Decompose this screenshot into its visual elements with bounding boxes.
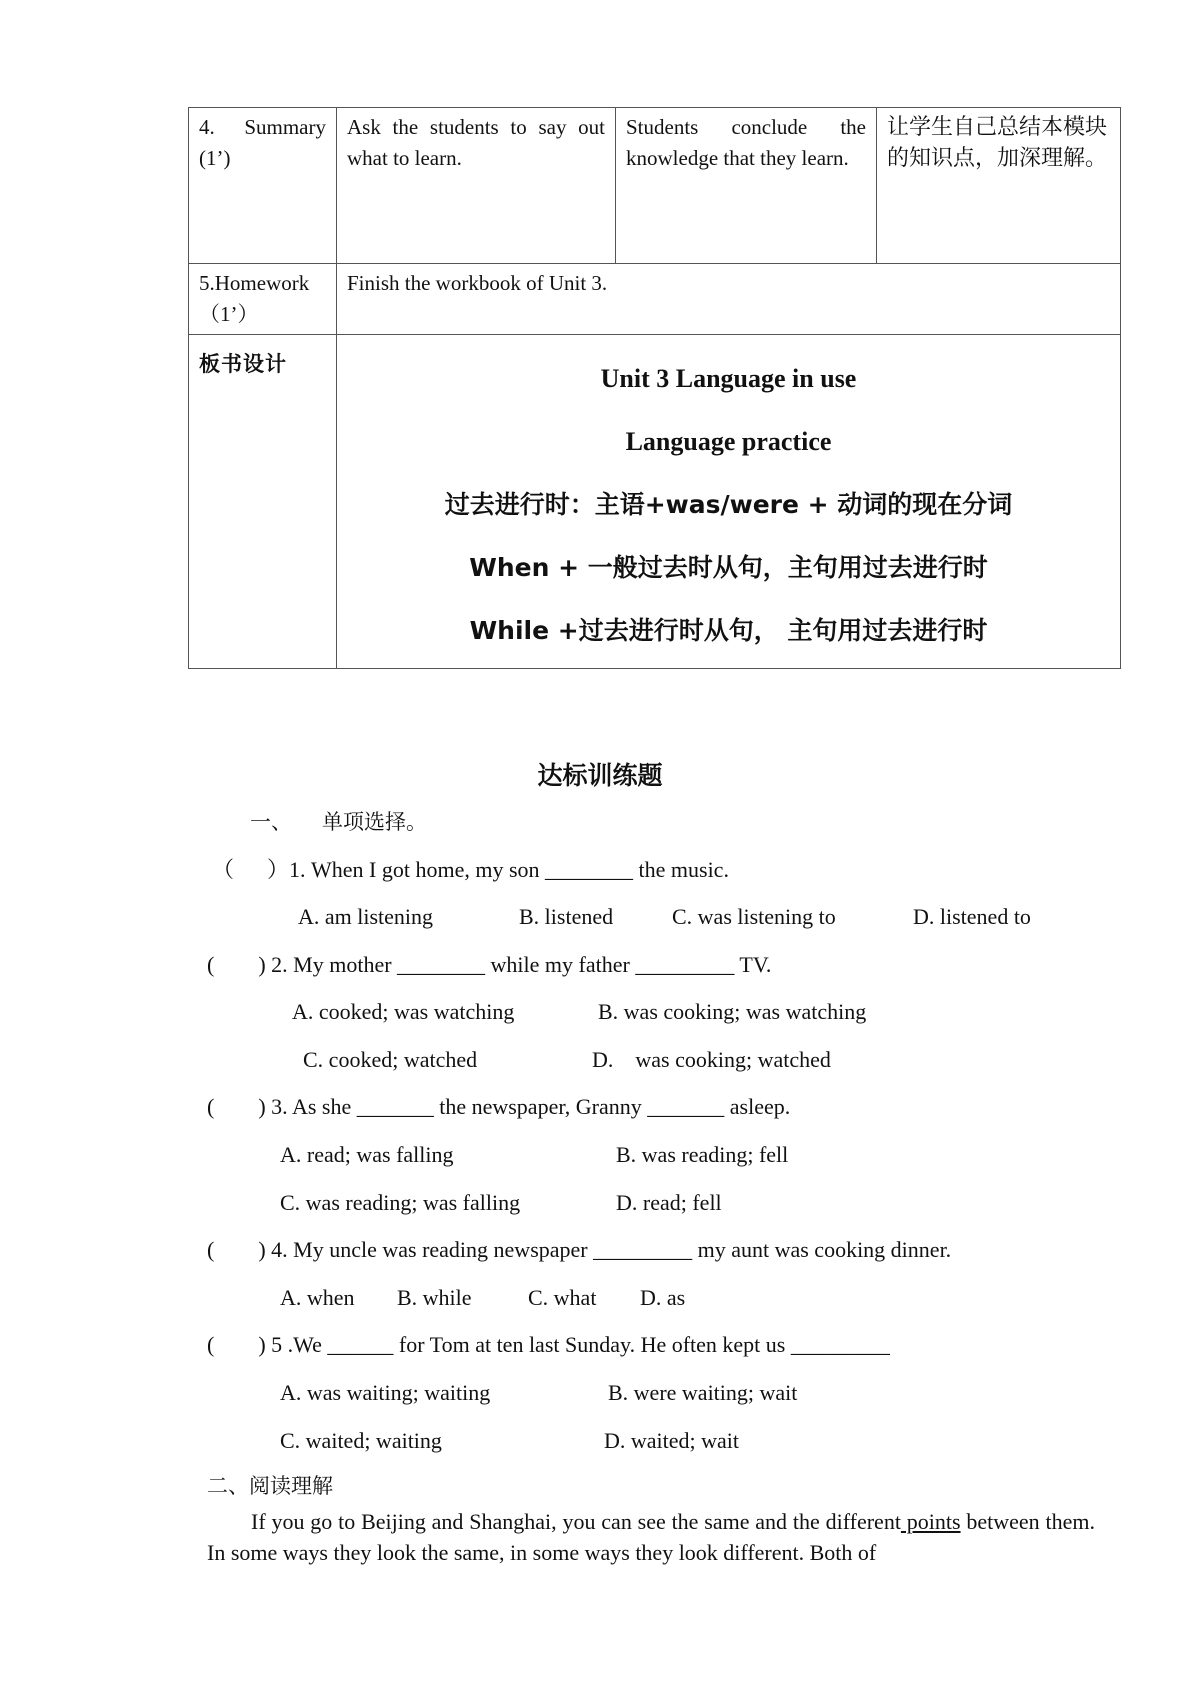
question-2-option-c: C. cooked; watched — [303, 1047, 478, 1072]
question-1-stem: （ ）1. When I got home, my son ________ the music. — [212, 857, 729, 882]
question-1-option-a: A. am listening — [298, 904, 434, 929]
board-line-rule-1: 过去进行时：主语+was/were + 动词的现在分词 — [444, 490, 1013, 519]
question-4-option-d: D. as — [640, 1285, 686, 1310]
summary-row — [189, 108, 1121, 264]
homework-stage-label: 5.Homework — [199, 271, 310, 295]
section2-heading: 二、阅读理解 — [207, 1474, 333, 1498]
summary-teacher-cell: Ask the students to say out what to learn. — [337, 108, 616, 264]
question-1-option-d: D. listened to — [913, 904, 1031, 929]
board-design-label: 板书设计 — [189, 335, 337, 669]
reading-text-start: If you go to Beijing and Shanghai, you can see the same and the different — [251, 1509, 901, 1534]
lesson-plan-table — [188, 107, 1121, 669]
summary-stage-cell: 4. Summary (1’) — [189, 108, 337, 264]
question-2-option-a: A. cooked; was watching — [292, 999, 515, 1024]
board-design-content — [337, 335, 1121, 669]
homework-row — [189, 264, 1121, 335]
question-2-option-d: D. was cooking; watched — [592, 1047, 831, 1072]
question-3-stem: ( ) 3. As she _______ the newspaper, Granny _______ asleep. — [207, 1094, 791, 1119]
summary-students-cell: Students conclude the knowledge that they learn. — [616, 108, 877, 264]
section1-number: 一、 — [250, 810, 292, 834]
question-1-option-c: C. was listening to — [672, 904, 836, 929]
question-5-option-d: D. waited; wait — [604, 1428, 740, 1453]
homework-stage-cell — [189, 264, 337, 335]
homework-stage-time: （1’） — [199, 302, 259, 326]
question-5-option-b: B. were waiting; wait — [608, 1380, 798, 1405]
homework-content-cell: Finish the workbook of Unit 3. — [337, 264, 1121, 335]
question-2-option-b: B. was cooking; was watching — [598, 999, 867, 1024]
board-line-subtitle: Language practice — [625, 427, 832, 456]
question-3-option-d: D. read; fell — [616, 1190, 722, 1215]
underlined-word: points — [900, 1509, 961, 1534]
reading-text-end: between them. In some ways they look the same, in some ways they look different. Both of — [207, 1509, 1095, 1565]
question-5-option-c: C. waited; waiting — [280, 1428, 442, 1453]
question-3-option-a: A. read; was falling — [280, 1142, 454, 1167]
question-4-stem: ( ) 4. My uncle was reading newspaper _________ my aunt was cooking dinner. — [207, 1237, 952, 1262]
question-4-option-c: C. what — [528, 1285, 597, 1310]
question-4-option-b: B. while — [397, 1285, 472, 1310]
reading-passage — [207, 1506, 1095, 1568]
question-4-option-a: A. when — [280, 1285, 355, 1310]
board-line-rule-2: When + 一般过去时从句，主句用过去进行时 — [469, 553, 988, 582]
board-line-rule-3: While +过去进行时从句， 主句用过去进行时 — [469, 616, 988, 645]
question-1-option-b: B. listened — [519, 904, 614, 929]
question-2-stem: ( ) 2. My mother ________ while my father _________ TV. — [207, 952, 772, 977]
exercise-title: 达标训练题 — [537, 761, 663, 790]
board-line-title: Unit 3 Language in use — [600, 364, 857, 393]
question-5-stem: ( ) 5 .We ______ for Tom at ten last Sunday. He often kept us _________ — [207, 1332, 890, 1357]
question-3-option-b: B. was reading; fell — [616, 1142, 789, 1167]
question-3-option-c: C. was reading; was falling — [280, 1190, 521, 1215]
question-5-option-a: A. was waiting; waiting — [280, 1380, 491, 1405]
summary-purpose-cell: 让学生自己总结本模块的知识点，加深理解。 — [877, 108, 1121, 264]
section1-heading: 单项选择。 — [322, 810, 427, 834]
board-design-row — [189, 335, 1121, 669]
